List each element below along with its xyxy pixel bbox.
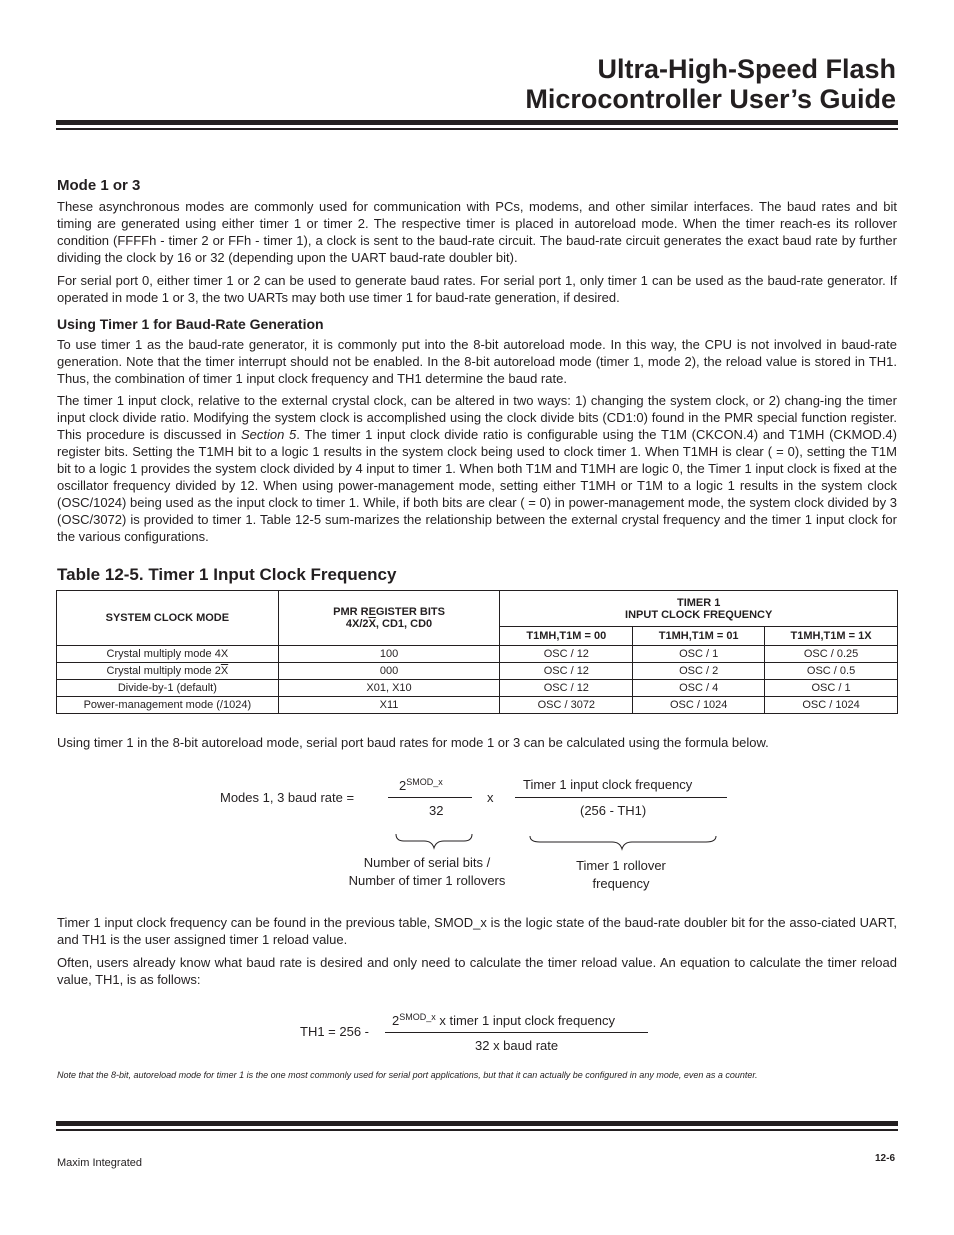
subheader-t1m-01: T1MH,T1M = 01	[633, 627, 765, 646]
label-2-line-2: frequency	[592, 876, 650, 891]
footnote: Note that the 8-bit, autoreload mode for timer 1 is the one most commonly used for serial port applications, but that it can actually be configured in any mode, even as a counter.	[57, 1070, 758, 1080]
cell-01: OSC / 1	[633, 646, 765, 663]
header-pmr-register-bits	[278, 591, 500, 646]
cell-01: OSC / 2	[633, 663, 765, 680]
brace-left	[396, 834, 472, 848]
formula1-base: 2	[399, 778, 407, 793]
subsection-heading: Using Timer 1 for Baud-Rate Generation	[57, 316, 324, 332]
formula2-lhs: TH1 = 256 -	[300, 1024, 370, 1039]
cell-text: Divide-by-1 (default)	[117, 682, 217, 694]
cell-pmr: X01, X10	[278, 680, 500, 697]
fraction-bar-2	[515, 797, 727, 798]
paragraph-text: The timer 1 input clock, relative to the external crystal clock, can be altered in two ways: 1) changing the system clock, or 2) chang-ing the timer input clock divide ratio. Modifying the system clock is accomplished using the clock divide bits (CD1:0) found in the PMR special function register. This procedure is discussed in	[57, 393, 897, 442]
cell-text: Crystal multiply mode 4X	[106, 648, 229, 660]
cell-mode	[57, 663, 279, 680]
cell-00: OSC / 12	[500, 663, 633, 680]
cell-00: OSC / 12	[500, 646, 633, 663]
after-paragraph-2: Often, users already know what baud rate is desired and only need to calculate the timer reload value. An equation to calculate the timer reload value, TH1, is as follows:	[57, 955, 897, 987]
footer-rule-thin	[56, 1129, 898, 1131]
formula1-numerator-1	[399, 778, 443, 793]
header-rule-thick	[56, 120, 898, 125]
formula1-denominator-2: (256 - TH1)	[580, 803, 647, 818]
cell-00: OSC / 3072	[500, 697, 633, 714]
subheader-t1m-1x: T1MH,T1M = 1X	[765, 627, 898, 646]
fraction-bar-1	[388, 797, 472, 798]
section-paragraph-1: These asynchronous modes are commonly used for communication with PCs, modems, and other similar interfaces. The baud rates and bit timing are generated using either timer 1 or timer 2. The respective timer is placed in autoreload mode. When the timer reach-es its rollover condition (FFFFh - timer 2 or FFh - timer 1), a clock is sent to the baud-rate circuit. The baud-rate circuit generates the exact baud rate by further dividing the clock by 16 or 32 (depending upon the UART baud-rate doubler bit).	[57, 199, 897, 265]
header-pmr-line-2	[279, 618, 500, 630]
formula2-numerator	[392, 1013, 615, 1028]
section-heading: Mode 1 or 3	[57, 177, 141, 194]
brace-right	[530, 836, 716, 849]
formula1-times: x	[487, 790, 494, 805]
formula2-base: 2	[392, 1013, 400, 1028]
cell-mode	[57, 680, 279, 697]
title-line-1: Ultra-High-Speed Flash	[597, 54, 896, 84]
footer-company: Maxim Integrated	[57, 1157, 142, 1169]
cell-1x: OSC / 1	[765, 680, 898, 697]
subsection-paragraph-1: To use timer 1 as the baud-rate generator, it is commonly put into the 8-bit autoreload mode. In this way, the CPU is not involved in baud-rate generation. Note that the timer interrupt should not be enabled. In the 8-bit autoreload mode (timer 1, mode 2), the reload value is stored in TH1. Thus, the combination of timer 1 input clock frequency and TH1 determine the baud rate.	[57, 337, 897, 386]
formula2-exponent: SMOD_x	[399, 1012, 436, 1022]
header-timer1-line-2: INPUT CLOCK FREQUENCY	[625, 608, 773, 621]
cell-01: OSC / 1024	[633, 697, 765, 714]
section-paragraph-2: For serial port 0, either timer 1 or 2 can be used to generate baud rates. For serial port 1, only timer 1 can be used as the baud-rate generator. If operated in mode 1 or 3, the two UARTs may both use timer 1 for baud-rate generation, if desired.	[57, 273, 897, 305]
cell-text: Crystal multiply mode 2	[106, 665, 221, 677]
formula2-numerator-rest: x timer 1 input clock frequency	[435, 1013, 615, 1028]
cell-mode	[57, 697, 279, 714]
document-title	[525, 54, 896, 114]
underbraces	[390, 832, 730, 852]
formula2-denominator: 32 x baud rate	[475, 1038, 559, 1053]
cell-01: OSC / 4	[633, 680, 765, 697]
page-number: 12-6	[874, 1153, 895, 1164]
cell-1x: OSC / 0.5	[765, 663, 898, 680]
cell-text: Power-management mode (/1024)	[83, 699, 252, 711]
label-1-line-2: Number of timer 1 rollovers	[348, 873, 506, 888]
subsection-paragraph-2	[57, 392, 897, 545]
header-timer1-input-clock	[500, 591, 898, 627]
formula1-exponent: SMOD_x	[406, 777, 443, 787]
header-system-clock-mode: SYSTEM CLOCK MODE	[57, 591, 279, 646]
cell-pmr: 000	[278, 663, 500, 680]
label-1-line-1: Number of serial bits /	[363, 855, 491, 870]
cell-00: OSC / 12	[500, 680, 633, 697]
table-row	[57, 697, 898, 714]
table-row	[57, 646, 898, 663]
formula1-denominator-1: 32	[429, 803, 444, 818]
formula-intro: Using timer 1 in the 8-bit autoreload mode, serial port baud rates for mode 1 or 3 can be calculated using the formula below.	[57, 735, 769, 750]
header-pmr-overline: $\overline{X}$	[368, 618, 376, 630]
formula1-lhs: Modes 1, 3 baud rate =	[220, 790, 355, 805]
label-2-line-1: Timer 1 rollover	[576, 858, 666, 873]
table-title: Table 12-5. Timer 1 Input Clock Frequency	[57, 565, 397, 584]
paragraph-text: . The timer 1 input clock divide ratio is configurable using the T1M (CKCON.4) and T1MH (CKMOD.4) register bits. Setting the T1MH bit to a logic 1 results in the system clock being used to clock timer 1. When T1MH is clear ( = 0), setting the T1M bit to a logic 1 provides the system clock divided by 4 input to timer 1. When both T1M and T1MH are logic 0, the Timer 1 input clock is fixed at the oscillator frequency divided by 12. When using power-management mode, setting either T1MH or T1M to a logic 1 results in the system clock (OSC/1024) being used as the input clock to timer 1. While, if both bits are clear ( = 0) in power-management mode, the system clock divided by 3 (OSC/3072) is provided to timer 1. Table 12-5 sum-marizes the relationship between the external crystal frequency and the timer 1 input clock for the various configurations.	[57, 427, 897, 544]
title-line-2: Microcontroller User’s Guide	[525, 84, 896, 114]
formula1-numerator-2: Timer 1 input clock frequency	[523, 777, 693, 792]
section-reference: Section 5	[240, 427, 297, 442]
header-pmr-part: 4X/2	[345, 618, 369, 630]
cell-1x: OSC / 1024	[765, 697, 898, 714]
header-timer1-line-1: TIMER 1	[676, 596, 721, 609]
header-rule-thin	[56, 128, 898, 130]
after-paragraph-1: Timer 1 input clock frequency can be found in the previous table, SMOD_x is the logic state of the baud-rate doubler bit for the asso-ciated UART, and TH1 is the user assigned timer 1 reload value.	[57, 915, 897, 947]
cell-mode	[57, 646, 279, 663]
cell-pmr: X11	[278, 697, 500, 714]
cell-pmr: 100	[278, 646, 500, 663]
cell-1x: OSC / 0.25	[765, 646, 898, 663]
subheader-t1m-00: T1MH,T1M = 00	[500, 627, 633, 646]
table-row	[57, 680, 898, 697]
fraction-bar-3	[385, 1032, 648, 1033]
header-pmr-part: , CD1, CD0	[375, 618, 433, 630]
timer1-clock-table	[56, 590, 898, 714]
header-pmr-line-1: PMR REGISTER BITS	[333, 606, 445, 618]
table-row	[57, 663, 898, 680]
formula1-label-2	[556, 857, 686, 893]
formula1-label-1	[342, 854, 512, 890]
footer-rule-thick	[56, 1121, 898, 1126]
cell-overline: $\overline{X}$	[220, 665, 229, 677]
